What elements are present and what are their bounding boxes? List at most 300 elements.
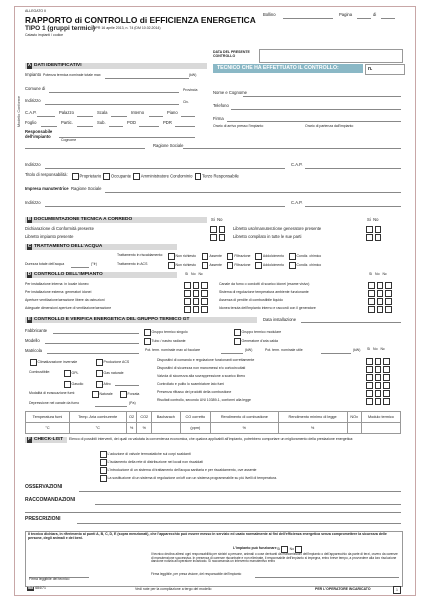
comb-gas (95, 370, 124, 377)
checkbox[interactable] (100, 459, 107, 466)
firma-resp-line[interactable] (255, 577, 399, 578)
depressione-label: Depressione nel canale da fumo (29, 401, 80, 405)
checkbox[interactable] (184, 282, 191, 289)
checkbox[interactable] (227, 262, 234, 269)
section-b-letter: B (27, 217, 32, 222)
checkbox[interactable] (227, 253, 234, 260)
table-header: Temperatura fumi (26, 412, 70, 423)
checkbox[interactable] (92, 391, 99, 398)
sec-b-right-1-boxes (365, 226, 382, 233)
bollino-field[interactable] (283, 18, 333, 19)
footer-note: Vedi note per la compilazione a tergo del modello (135, 587, 212, 591)
produzione-acs (95, 359, 129, 366)
checkbox[interactable] (201, 306, 208, 313)
section-e-title: CONTROLLO E VERIFICA ENERGETICA DEL GRUPPO TERMICO GT (34, 317, 190, 322)
checkbox[interactable] (368, 306, 375, 313)
sec-e-check-5-boxes (365, 390, 391, 397)
opt-proprietario-checkbox[interactable] (72, 173, 79, 180)
section-d-title: CONTROLLO DELL'IMPIANTO (34, 272, 103, 277)
checkbox[interactable] (377, 282, 384, 289)
osservazioni-label: OSSERVAZIONI (25, 484, 63, 490)
opt-label: Filtrazione (234, 254, 251, 259)
interno-label: Interno (131, 110, 145, 115)
sec-b-si: Si (211, 217, 215, 222)
section-c-header (25, 244, 177, 250)
sec-c-row-1-opts (167, 253, 321, 260)
ragione-label: Ragione Sociale (153, 143, 184, 148)
indirizzo3-field[interactable] (45, 206, 285, 207)
section-f-title: CHECK-LIST (34, 437, 64, 442)
section-f-letter: F (28, 437, 31, 442)
firma-field[interactable] (227, 121, 401, 122)
sec-d-nc-right: Nc (382, 272, 387, 276)
section-c-title: TRATTAMENTO DELL'ACQUA (34, 244, 103, 249)
checkbox[interactable] (210, 226, 217, 233)
sec-b-row-2-boxes (209, 234, 226, 241)
modello-field[interactable] (45, 343, 139, 344)
checkbox[interactable] (202, 253, 209, 260)
sec-b-right-1: Libretto uso/manutenzione generatore presente (233, 226, 322, 231)
checkbox[interactable] (375, 226, 382, 233)
sec-e-check-3-boxes (365, 374, 391, 381)
potenza-field[interactable] (105, 78, 189, 79)
piano-label: Piano (167, 110, 178, 115)
tipologia-4 (233, 338, 278, 345)
sec-e-no: No (373, 347, 378, 351)
checkbox[interactable] (366, 390, 373, 397)
orario-partenza-label: Orario di partenza dall'impianto (305, 124, 354, 128)
opt-label: Non richiesto (175, 263, 196, 268)
checkbox[interactable] (100, 451, 107, 458)
opt-label: Condiz. chimico (296, 263, 322, 268)
opt-label: Condiz. chimico (296, 254, 322, 259)
checkbox[interactable] (377, 298, 384, 305)
check-item-4 (99, 475, 277, 482)
form-title: RAPPORTO di CONTROLLO di EFFICIENZA ENERGETICA (25, 15, 256, 25)
comune-label: Comune di (25, 86, 46, 91)
sec-d-no-right: No (375, 272, 380, 276)
tecnico-bar: TECNICO CHE HA EFFETTUATO IL CONTROLLO: (213, 64, 363, 73)
raccomandazioni-field-2[interactable] (25, 512, 401, 513)
checkbox[interactable] (96, 359, 103, 366)
cap-field[interactable] (37, 116, 55, 117)
sec-b-row-1: Dichiarazione di Conformità presente (25, 226, 94, 231)
opt-label: Forzata (127, 392, 140, 397)
cap3-field[interactable] (305, 206, 401, 207)
check-list-intro: Elenco di possibili interventi, dei quali va valutata la convenienza economica, che qualora applicabili all'impianto, potrebbero comportare un miglioramento della prestazione energetica: (69, 437, 354, 441)
sec-e-check-6: Risultati controllo, secondo UNI 10389-1, conformi alla legge (157, 398, 251, 402)
checkbox[interactable] (193, 282, 200, 289)
checkbox[interactable] (375, 234, 382, 241)
opt-label: Assente (209, 254, 222, 259)
sec-d-right-3-boxes (367, 298, 393, 305)
checkbox[interactable] (255, 262, 262, 269)
potenza-kw: (kW) (189, 73, 197, 77)
table-cell[interactable]: (ppm) (180, 423, 211, 434)
firma-tecnico-area[interactable] (28, 553, 150, 573)
form-tipo: TIPO 1 (gruppi termici) (25, 25, 96, 32)
sec-d-left-1: Per installazione interna: in locale idoneo (25, 282, 89, 286)
responsabile-label: Responsabile (25, 129, 53, 134)
check-item-1 (99, 451, 191, 458)
sub-label: Sub. (97, 120, 106, 125)
funziona-label: L'impianto può funzionare (233, 546, 277, 550)
checkbox[interactable] (144, 338, 151, 345)
section-b-title: DOCUMENTAZIONE TECNICA A CORREDO (34, 217, 133, 222)
indirizzo2-field[interactable] (45, 168, 285, 169)
checkbox[interactable] (383, 366, 390, 373)
checkbox[interactable] (366, 398, 373, 405)
check-item-label: L'introduzione di un sistema di trattamento dell'acqua sanitaria e per riscaldamento, ove assente (107, 468, 257, 473)
sec-d-right-4: Idonea tenuta dell'impianto interno e raccordi con il generatore (219, 306, 316, 310)
checkbox[interactable] (289, 262, 296, 269)
sec-d-left-3: Aperture ventilazione/aerazione libere da ostruzioni (25, 298, 105, 302)
opt-amministratore-checkbox[interactable] (133, 173, 140, 180)
pod-field[interactable] (139, 126, 159, 127)
checkbox[interactable] (144, 329, 151, 336)
checkbox[interactable] (366, 374, 373, 381)
table-cell[interactable] (152, 423, 181, 434)
table-cell[interactable]: % (137, 423, 152, 434)
table-cell[interactable] (347, 423, 361, 434)
sec-b-right-2: Libretto compilato in tutte le sue parti (233, 234, 302, 239)
side-label: Modello Conforme (17, 95, 21, 127)
table-header-row (26, 412, 401, 423)
sec-e-check-6-boxes (365, 398, 391, 405)
footer-code: 684/71 (35, 586, 46, 590)
sec-c-row-1-label: Trattamento in riscaldamento: (117, 253, 164, 257)
checkbox[interactable] (30, 359, 37, 366)
opt-proprietario-label: Proprietario (79, 173, 102, 179)
raccomandazioni-label: RACCOMANDAZIONI (25, 497, 76, 503)
foglio-label: Foglio (25, 120, 37, 125)
checkbox[interactable] (375, 358, 382, 365)
sec-e-check-1-boxes (365, 358, 391, 365)
palazzo-field[interactable] (77, 116, 93, 117)
footer-right: PER L'OPERATORE INCARICATO (315, 587, 371, 591)
table-cell[interactable]: °C (26, 423, 70, 434)
catasto-label: Catasto impianti / codice (25, 33, 64, 37)
section-e-letter: E (27, 317, 32, 322)
section-e-header (25, 317, 257, 323)
indirizzo3-label: Indirizzo (25, 200, 41, 205)
pdr-label: PDR (163, 120, 172, 125)
opt-label: Produzione ACS (103, 360, 130, 365)
opt-occupante-checkbox[interactable] (103, 173, 110, 180)
sec-e-check-4-boxes (365, 382, 391, 389)
durezza-field[interactable] (71, 267, 89, 268)
indirizzo-field[interactable] (45, 104, 179, 105)
matricola-label: Matricola (25, 348, 42, 353)
comb-gpl (63, 370, 79, 377)
opt-amministratore-label: Amministratore Condominio (140, 173, 193, 179)
evac-naturale (91, 391, 113, 398)
depressione-unit: (Pa) (129, 401, 136, 405)
opt-label: Gruppo termico modulare (241, 330, 282, 335)
sec-c-row-2-opts (167, 262, 321, 269)
section-d-letter: D (27, 272, 32, 277)
check-item-label: L'adozione di valvole termostatiche sui corpi scaldanti (107, 452, 191, 457)
table-cell[interactable] (361, 423, 400, 434)
checkbox[interactable] (193, 306, 200, 313)
pagina-total-field[interactable] (381, 18, 395, 19)
ragione2-label: Ragione Sociale (71, 186, 102, 191)
nome-field[interactable] (25, 148, 145, 149)
sec-b-si-no-right (367, 218, 378, 223)
checkbox[interactable] (368, 282, 375, 289)
depressione-field[interactable] (95, 406, 127, 407)
checkbox[interactable] (375, 382, 382, 389)
sec-b-si-no (211, 218, 222, 223)
nome-ditta-label: Nome e Cognome (213, 90, 247, 95)
opt-label: Gas naturale (103, 371, 124, 376)
prescrizioni-field[interactable] (77, 523, 401, 524)
sec-e-check-2: Dispositivi di sicurezza non manomessi e/o cortocircuitati (157, 366, 246, 370)
checkbox[interactable] (96, 370, 103, 377)
table-header: O2 (126, 412, 137, 423)
table-header: NOx (347, 412, 361, 423)
raccomandazioni-field[interactable] (95, 504, 401, 505)
sec-d-right-3: Assenza di perdite di combustibile liquido (219, 298, 284, 302)
table-header: Bacharach (152, 412, 181, 423)
impianto-label: Impianto (25, 72, 42, 77)
checkbox[interactable] (201, 282, 208, 289)
durezza-unit: (°fr) (91, 262, 97, 266)
opt-label: Altro (103, 382, 111, 387)
telefono-label: Telefono (213, 103, 229, 108)
climatizzazione (29, 359, 77, 366)
tipologia-3 (143, 338, 186, 345)
checkbox[interactable] (377, 306, 384, 313)
checkbox[interactable] (96, 381, 103, 388)
table-row (26, 423, 401, 434)
checkbox[interactable] (383, 398, 390, 405)
checkbox[interactable] (120, 391, 127, 398)
opt-label: GPL (71, 371, 79, 376)
section-a-letter: A (27, 63, 32, 68)
sec-b-row-2: Libretto impianto presente (25, 234, 74, 239)
tipologia-2 (233, 329, 281, 336)
section-a-header (25, 63, 207, 69)
pot-focolare-label: Pot. term. nominale max al focolare (145, 348, 201, 352)
ragione-field[interactable] (183, 148, 401, 149)
pagina-field[interactable] (357, 18, 371, 19)
comune-field[interactable] (49, 92, 179, 93)
cap2-label: C.A.P. (291, 162, 303, 167)
checkbox[interactable] (375, 390, 382, 397)
sec-d-right-2-boxes (367, 290, 393, 297)
checkbox[interactable] (375, 366, 382, 373)
checkbox[interactable] (202, 262, 209, 269)
table-cell[interactable]: °C (69, 423, 126, 434)
checkbox[interactable] (289, 253, 296, 260)
sub-field[interactable] (109, 126, 123, 127)
cap2-field[interactable] (305, 168, 401, 169)
declaration-text: Il tecnico dichiara, in riferimento ai punti A, B, C, D, E (sopra menzionati), che l'apparecchio può essere messo in servizio ed usato normalmente ai fini dell'efficienza energetica senza compromettere la sicurezza delle persone, degli animali e dei beni. (28, 532, 387, 540)
checkbox[interactable] (375, 374, 382, 381)
telefono-field[interactable] (231, 109, 401, 110)
checkbox[interactable] (201, 290, 208, 297)
evac-forzata (119, 391, 139, 398)
footer-logo (27, 587, 46, 591)
page-number: 1 (393, 586, 401, 594)
comb-altro-field[interactable] (115, 385, 139, 386)
declaration-small: Il tecnico declina altresì ogni responsabilità per sinistri a persone, animali o cose derivanti da manomissioni dell'impianto o dell'apparecchio da parte di terzi, ovvero da carenze di manutenzione successiva. In presenza di carenze riscontrate e non eliminate, il responsabile dell'impianto si impegna, entro breve tempo, a provvedere alla loro risoluzione dandone notizia all'operatore incaricato. Si raccomanda un intervento manutentivo entro (151, 552, 398, 564)
section-b-header (25, 217, 207, 223)
opt-label: Addolcimento (262, 263, 285, 268)
section-a-title: DATI IDENTIFICATIVI (34, 63, 82, 68)
palazzo-label: Palazzo (59, 110, 74, 115)
data-install-field[interactable] (301, 322, 401, 323)
sec-b-no-right: No (373, 217, 379, 222)
checkbox[interactable] (385, 282, 392, 289)
modalita-label: Modalità di evacuazione fumi: (29, 391, 76, 395)
sec-b-right-2-boxes (365, 234, 382, 241)
checkbox[interactable] (64, 381, 71, 388)
checkbox[interactable] (100, 467, 107, 474)
checkbox[interactable] (385, 298, 392, 305)
checkbox[interactable] (184, 306, 191, 313)
checkbox[interactable] (184, 298, 191, 305)
section-c-letter: C (27, 244, 32, 249)
sec-d-si-right: Si (369, 272, 373, 276)
checkbox[interactable] (385, 306, 392, 313)
osservazioni-field[interactable] (79, 491, 401, 492)
fabbricante-label: Fabbricante (25, 328, 48, 333)
partic-field[interactable] (77, 126, 93, 127)
section-f-header (25, 437, 67, 443)
sec-d-right-1-boxes (367, 282, 393, 289)
sec-e-si: Si (367, 347, 371, 351)
fabbricante-field[interactable] (53, 333, 139, 334)
nome-ditta-field[interactable] (243, 96, 401, 97)
sec-e-check-2-boxes (365, 366, 391, 373)
checkbox[interactable] (219, 226, 226, 233)
foglio-field[interactable] (41, 126, 57, 127)
sec-e-check-4: Controllato e pulito lo scambiatore lato fumi (157, 382, 225, 386)
opt-label: Naturale (99, 392, 113, 397)
checkbox[interactable] (184, 290, 191, 297)
checkbox[interactable] (383, 390, 390, 397)
checkbox[interactable] (219, 234, 226, 241)
form-ref: DPR 16 aprile 2013, n. 74 (DM 10.02.2014) (93, 26, 161, 30)
opt-label: Gasolio (71, 382, 84, 387)
sec-d-si-no-nc-right (369, 273, 387, 277)
table-header: Rendimento di combustione (211, 412, 279, 423)
piano-field[interactable] (181, 116, 195, 117)
bollino-label: Bollino (263, 12, 276, 17)
partic-label: Partic. (61, 120, 73, 125)
table-header: Temp. Aria comburente (69, 412, 126, 423)
pot-utile-label: Pot. term. nominale utile (265, 348, 303, 352)
table-cell[interactable]: % (126, 423, 137, 434)
impresa-field[interactable] (105, 192, 401, 193)
table-cell[interactable]: % (278, 423, 347, 434)
sec-e-check-1: Dispositivi di comando e regolazione funzionanti correttamente (157, 358, 255, 362)
checkbox[interactable] (210, 234, 217, 241)
sec-d-right-1: Canale da fumo o condotti di scarico idonei (esame visivo) (219, 282, 310, 286)
checkbox[interactable] (368, 298, 375, 305)
checkbox[interactable] (375, 398, 382, 405)
opt-label: Assente (209, 263, 222, 268)
checkbox[interactable] (366, 366, 373, 373)
checkbox[interactable] (201, 298, 208, 305)
indirizzo-label: Indirizzo (25, 98, 41, 103)
comb-gasolio (63, 381, 83, 388)
checkbox[interactable] (383, 382, 390, 389)
checkbox[interactable] (100, 475, 107, 482)
checkbox[interactable] (168, 262, 175, 269)
table-header: Modulo termico (361, 412, 400, 423)
firma-resp-label: Firma leggibile, per presa visione, del responsabile dell'impianto (151, 572, 242, 576)
checkbox[interactable] (193, 298, 200, 305)
matricola-field[interactable] (47, 353, 139, 354)
table-cell[interactable]: % (211, 423, 279, 434)
cognome-label: Cognome (61, 138, 77, 142)
checkbox[interactable] (366, 382, 373, 389)
checkbox[interactable] (383, 374, 390, 381)
provincia-label: Provincia (183, 88, 198, 92)
tipologia-1 (143, 329, 188, 336)
checkbox[interactable] (366, 358, 373, 365)
checkbox[interactable] (366, 226, 373, 233)
checkbox[interactable] (64, 370, 71, 377)
measurement-table (25, 411, 401, 434)
scala-field[interactable] (111, 116, 127, 117)
sec-e-si-no-nc (367, 348, 385, 352)
pot-focolare-field[interactable] (221, 353, 243, 354)
checkbox[interactable] (368, 290, 375, 297)
cap3-label: C.A.P. (291, 200, 303, 205)
sec-d-left-4: Adeguate dimensioni aperture di ventilazione/aerazione (25, 306, 112, 310)
interno-field[interactable] (149, 116, 163, 117)
checkbox[interactable] (234, 329, 241, 336)
checkbox[interactable] (385, 290, 392, 297)
pdr-field[interactable] (175, 126, 195, 127)
sec-d-no: No (191, 272, 196, 276)
potenza-label: Potenza termica nominale totale max (43, 73, 101, 77)
pot-utile-field[interactable] (321, 353, 351, 354)
checkbox[interactable] (234, 338, 241, 345)
sec-e-check-5: Presenza riflusso dei prodotti della combustione (157, 390, 232, 394)
checkbox[interactable] (168, 253, 175, 260)
checkbox[interactable] (193, 290, 200, 297)
pagina-label: Pagina (339, 12, 353, 17)
opt-terzo-checkbox[interactable] (195, 173, 202, 180)
checkbox[interactable] (383, 358, 390, 365)
opt-label: Addolcimento (262, 254, 285, 259)
data-controllo-field[interactable] (259, 49, 403, 63)
responsabile-label-2: dell'impianto (25, 134, 51, 139)
indirizzo2-label: Indirizzo (25, 162, 41, 167)
checkbox[interactable] (377, 290, 384, 297)
firma-label: Firma (213, 116, 224, 121)
opt-terzo-label: Terzo Responsabile (202, 173, 239, 179)
pod-label: POD (127, 120, 137, 125)
checkbox[interactable] (366, 234, 373, 241)
sec-e-nc: Nc (380, 347, 385, 351)
sec-d-left-4-boxes (183, 306, 209, 313)
firma-tecnico-label: Firma leggibile del tecnico (29, 577, 70, 581)
pot-focolare-kw: (kW) (245, 348, 253, 352)
tecnico-number[interactable]: n. (365, 64, 405, 75)
checkbox[interactable] (255, 253, 262, 260)
sec-d-left-2: Per installazione esterna: generatori idonei (25, 290, 92, 294)
responsabile-field[interactable] (59, 137, 195, 138)
prescrizioni-label: PRESCRIZIONI (25, 516, 61, 522)
opt-label: Tubo / nastro radiante (151, 339, 186, 344)
table-header: CO2 (137, 412, 152, 423)
